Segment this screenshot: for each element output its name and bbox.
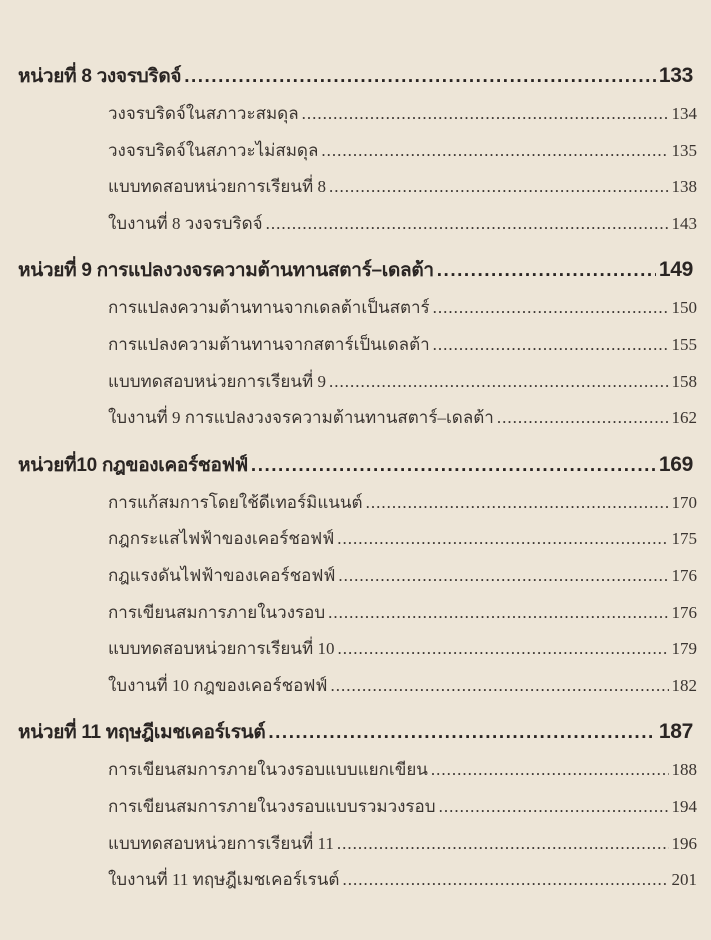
chapter-title: หน่วยที่ 8 วงจรบริดจ์ (18, 66, 182, 87)
entry-title: การเขียนสมการภายในวงรอบ (108, 602, 326, 622)
entry-title: แบบทดสอบหน่วยการเรียนที่ 10 (108, 639, 335, 659)
entry-title: แบบทดสอบหน่วยการเรียนที่ 9 (108, 371, 326, 391)
chapter-page-number: 149 (658, 258, 693, 282)
entry-page-number: 179 (671, 639, 697, 659)
entry-page-number: 162 (671, 408, 697, 428)
toc-entry[interactable] (0, 789, 711, 826)
entry-page-number: 155 (671, 334, 697, 354)
entry-page-number: 176 (671, 602, 697, 622)
dot-leader (184, 57, 656, 97)
dot-leader (268, 713, 656, 753)
entry-page-number: 194 (671, 796, 697, 816)
dot-leader (439, 789, 669, 826)
entry-title: แบบทดสอบหน่วยการเรียนที่ 8 (108, 177, 326, 197)
toc-entry[interactable] (0, 521, 711, 558)
chapter-title: หน่วยที่10 กฎของเคอร์ชอฟฟ์ (18, 454, 248, 476)
entry-page-number: 182 (671, 675, 697, 695)
toc-entry[interactable] (0, 96, 711, 133)
dot-leader (321, 133, 668, 170)
toc-entry[interactable] (0, 631, 711, 668)
dot-leader (337, 631, 668, 668)
entry-title: การแปลงความต้านทานจากสตาร์เป็นเดลต้า (108, 334, 430, 354)
entry-page-number: 188 (671, 760, 697, 780)
entry-title: การเขียนสมการภายในวงรอบแบบแยกเขียน (108, 760, 428, 780)
toc-section (0, 445, 711, 705)
toc-entry[interactable] (0, 400, 711, 437)
dot-leader (338, 558, 668, 595)
toc-section (0, 56, 711, 242)
dot-leader (337, 826, 669, 863)
toc-entry[interactable] (0, 485, 711, 522)
entry-title: กฎกระแสไฟฟ้าของเคอร์ชอฟฟ์ (108, 529, 335, 549)
toc-section (0, 250, 711, 436)
entry-page-number: 143 (671, 213, 697, 233)
dot-leader (302, 96, 669, 133)
entry-title: ใบงานที่ 8 วงจรบริดจ์ (108, 213, 263, 233)
toc-entry[interactable] (0, 668, 711, 705)
entry-title: วงจรบริดจ์ในสภาวะไม่สมดุล (108, 140, 319, 160)
entry-page-number: 135 (671, 140, 697, 160)
dot-leader (366, 485, 669, 522)
toc-entry[interactable] (0, 206, 711, 243)
dot-leader (433, 290, 669, 327)
entry-title: ใบงานที่ 9 การแปลงวงจรความต้านทานสตาร์–เดลต้า (108, 408, 494, 428)
dot-leader (497, 400, 669, 437)
toc-entry[interactable] (0, 752, 711, 789)
chapter-heading[interactable] (0, 445, 711, 485)
toc-entry[interactable] (0, 826, 711, 863)
entry-title: กฎแรงดันไฟฟ้าของเคอร์ชอฟฟ์ (108, 565, 336, 585)
toc-entry[interactable] (0, 327, 711, 364)
chapter-heading[interactable] (0, 250, 711, 290)
entry-page-number: 175 (671, 529, 697, 549)
dot-leader (328, 595, 668, 632)
entry-page-number: 176 (671, 565, 697, 585)
dot-leader (431, 752, 669, 789)
toc-entry[interactable] (0, 364, 711, 401)
entry-page-number: 150 (671, 298, 697, 318)
toc-entry[interactable] (0, 133, 711, 170)
dot-leader (337, 521, 668, 558)
dot-leader (251, 446, 656, 486)
toc-entry[interactable] (0, 595, 711, 632)
entry-title: การแปลงความต้านทานจากเดลต้าเป็นสตาร์ (108, 298, 430, 318)
entry-title: การเขียนสมการภายในวงรอบแบบรวมวงรอบ (108, 796, 436, 816)
toc-section (0, 712, 711, 898)
entry-title: วงจรบริดจ์ในสภาวะสมดุล (108, 104, 299, 123)
toc-entry[interactable] (0, 862, 711, 899)
entry-title: การแก้สมการโดยใช้ดีเทอร์มิแนนต์ (108, 492, 363, 512)
chapter-title: หน่วยที่ 11 ทฤษฎีเมชเคอร์เรนต์ (18, 722, 266, 744)
toc-entry[interactable] (0, 558, 711, 595)
table-of-contents (0, 56, 711, 907)
dot-leader (329, 169, 669, 206)
entry-page-number: 170 (671, 492, 697, 512)
entry-page-number: 134 (671, 104, 697, 123)
entry-title: แบบทดสอบหน่วยการเรียนที่ 11 (108, 833, 334, 853)
dot-leader (342, 862, 668, 899)
dot-leader (330, 668, 668, 705)
toc-entry[interactable] (0, 169, 711, 206)
dot-leader (437, 251, 656, 291)
toc-entry[interactable] (0, 290, 711, 327)
chapter-page-number: 187 (658, 720, 693, 744)
chapter-heading[interactable] (0, 712, 711, 752)
dot-leader (329, 364, 669, 401)
entry-page-number: 196 (671, 833, 697, 853)
chapter-page-number: 133 (658, 64, 693, 87)
entry-page-number: 138 (671, 177, 697, 197)
chapter-heading[interactable] (0, 56, 711, 96)
entry-title: ใบงานที่ 10 กฎของเคอร์ชอฟฟ์ (108, 675, 328, 695)
chapter-page-number: 169 (658, 452, 693, 476)
entry-page-number: 158 (671, 371, 697, 391)
entry-page-number: 201 (671, 870, 697, 890)
chapter-title: หน่วยที่ 9 การแปลงวงจรความต้านทานสตาร์–เดลต้า (18, 260, 434, 282)
dot-leader (266, 206, 669, 243)
entry-title: ใบงานที่ 11 ทฤษฎีเมชเคอร์เรนต์ (108, 870, 340, 890)
dot-leader (433, 327, 669, 364)
